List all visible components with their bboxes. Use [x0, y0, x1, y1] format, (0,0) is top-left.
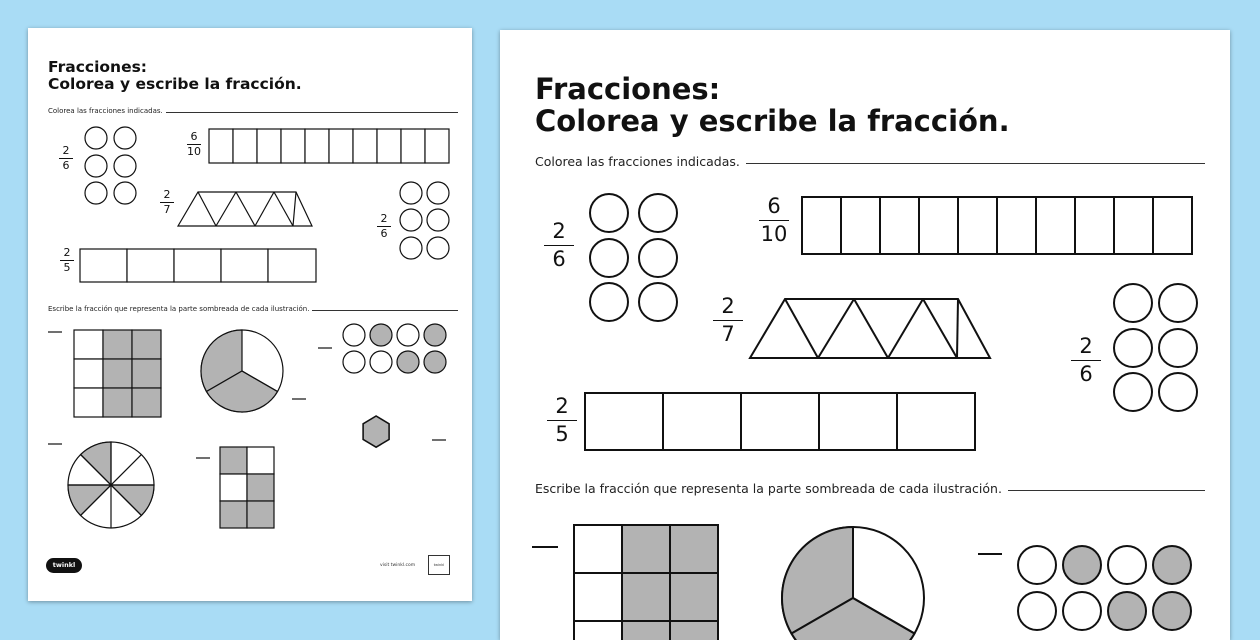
thumb-title-line2: Colorea y escribe la fracción.	[48, 75, 302, 94]
thumb-fraction-circles-b: $\frac{2}{6}$	[377, 212, 391, 241]
fraction-circles-a: $\frac{2}{6}$	[544, 218, 574, 273]
page-title-line2: Colorea y escribe la fracción.	[535, 104, 1010, 139]
thumb-section2-instruction: Escribe la fracción que representa la parte sombreada de cada ilustración.	[48, 305, 312, 313]
pie-thirds	[779, 524, 929, 640]
circles-b	[1110, 282, 1202, 414]
thumb-grid-small	[220, 447, 276, 531]
fraction-bar-ten: $\frac{6}{10}$	[760, 194, 788, 246]
twinkl-logo: twinkl	[46, 558, 82, 573]
thumb-circles-b	[396, 180, 454, 264]
grid-shaded	[573, 524, 721, 640]
thumb-pie-thirds	[199, 328, 287, 416]
triangles	[748, 297, 994, 361]
bar-ten	[801, 196, 1197, 258]
thumb-circles-a	[83, 125, 141, 207]
thumb-title-line1: Fracciones:	[48, 58, 148, 76]
thumb-blank-4	[48, 442, 64, 446]
thumb-circles-shaded	[342, 323, 454, 378]
answer-blank-1[interactable]	[532, 545, 560, 549]
bar-five	[584, 392, 980, 454]
website-text: visit twinkl.com	[380, 563, 416, 568]
thumb-blank-3	[318, 346, 334, 350]
section1-instruction: Colorea las fracciones indicadas.	[535, 154, 746, 169]
thumb-hexagons	[312, 416, 432, 536]
thumb-section1-instruction: Colorea las fracciones indicadas.	[48, 107, 166, 115]
thumb-bar-five	[80, 249, 320, 284]
thumb-blank-5	[196, 456, 212, 460]
worksheet-page[interactable]	[500, 30, 1230, 640]
thumb-grid-shaded	[74, 330, 164, 420]
page-title	[535, 73, 1010, 138]
fraction-triangles: $\frac{2}{7}$	[713, 293, 743, 348]
circles-shaded	[1017, 543, 1199, 633]
thumb-pie-eighths	[66, 440, 156, 530]
fraction-circles-b: $\frac{2}{6}$	[1071, 333, 1101, 388]
answer-blank-2[interactable]	[978, 552, 1006, 556]
thumb-triangles	[178, 192, 313, 228]
thumb-title	[48, 59, 302, 94]
thumb-fraction-triangles: $\frac{2}{7}$	[160, 188, 174, 217]
circles-a	[588, 192, 682, 324]
thumb-fraction-bar-ten: $\frac{6}{10}$	[187, 130, 201, 158]
thumb-blank-6	[432, 438, 448, 442]
thumb-fraction-bar-five: $\frac{2}{5}$	[60, 246, 74, 275]
page-title-line1: Fracciones:	[535, 72, 721, 106]
fraction-bar-five: $\frac{2}{5}$	[547, 393, 577, 448]
thumb-blank-1	[48, 330, 64, 334]
thumb-bar-ten	[209, 129, 451, 166]
section2-instruction: Escribe la fracción que representa la parte sombreada de cada ilustración.	[535, 481, 1008, 496]
thumb-fraction-circles-a: $\frac{2}{6}$	[59, 144, 73, 173]
badge-icon: twinkl	[428, 555, 450, 575]
thumb-blank-2	[292, 397, 308, 401]
worksheet-thumbnail[interactable]	[28, 28, 472, 601]
